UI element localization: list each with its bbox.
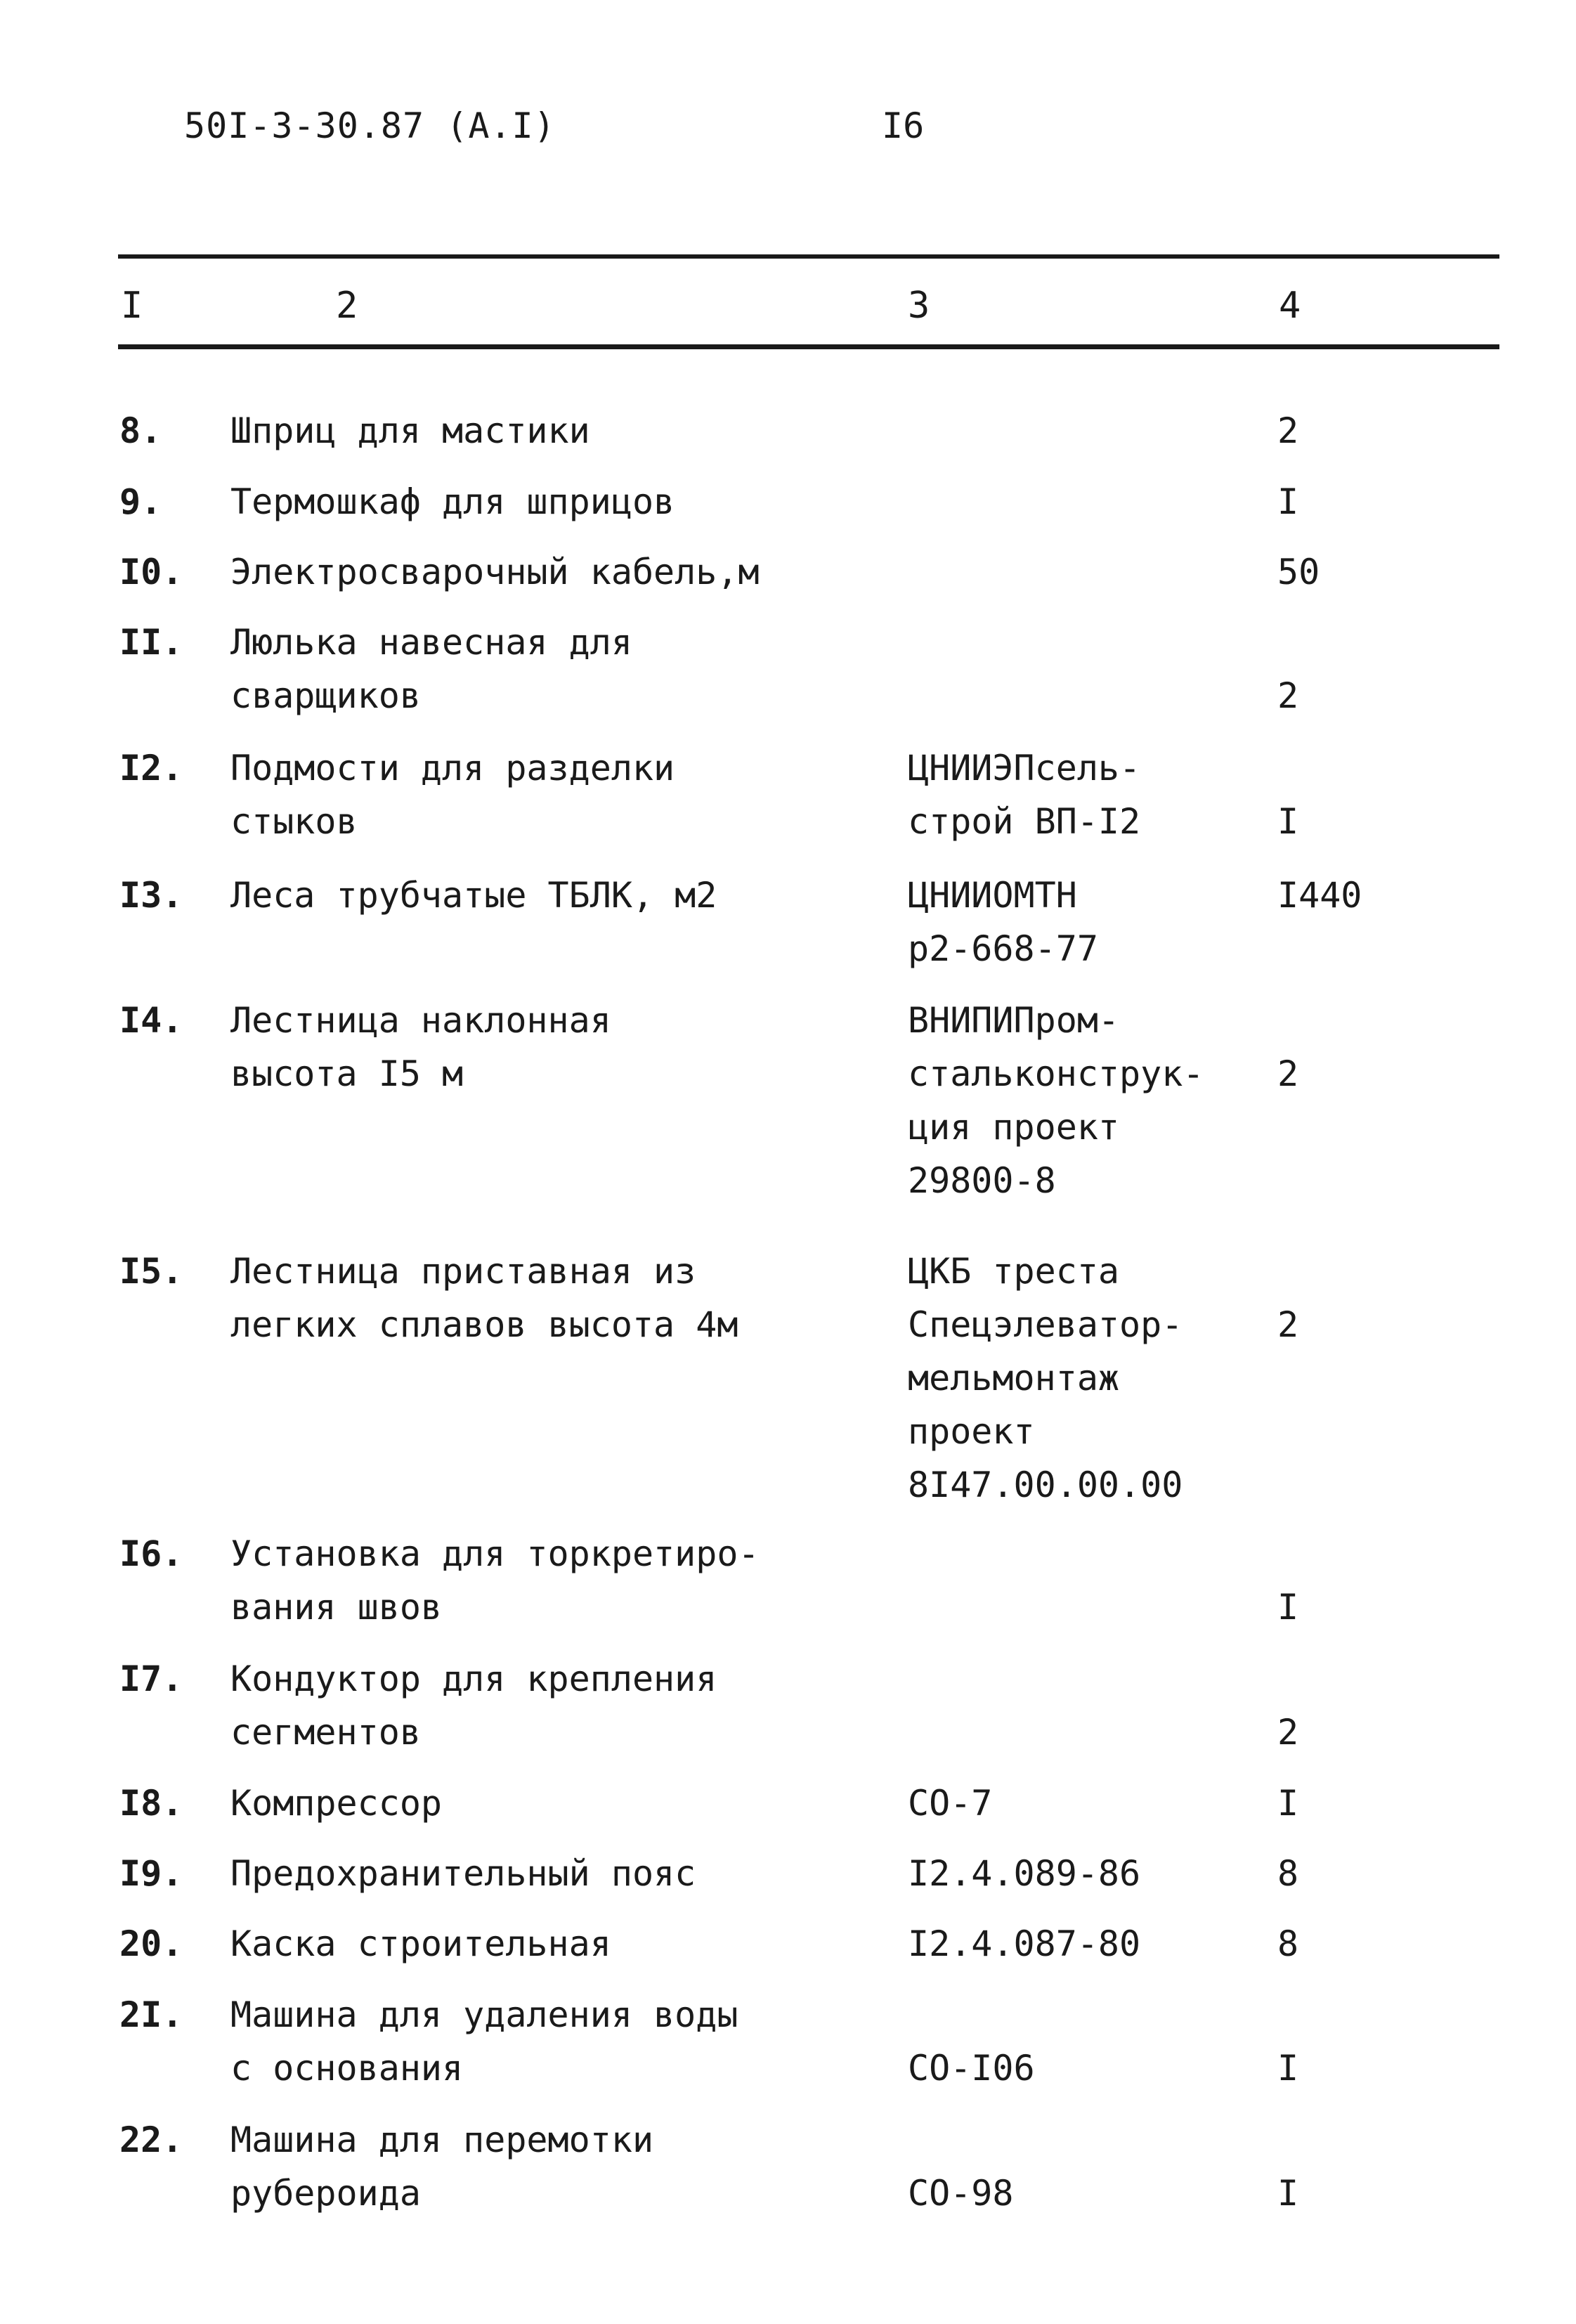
row-number: II. xyxy=(119,622,183,663)
equipment-name-line: сегментов xyxy=(230,1712,421,1753)
row-number: I3. xyxy=(119,875,183,916)
equipment-name-line: Шприц для мастики xyxy=(230,410,590,451)
equipment-name xyxy=(230,994,611,1101)
row-number: 8. xyxy=(119,410,162,451)
equipment-name-line: легких сплавов высота 4м xyxy=(230,1304,738,1345)
reference-line: мельмонтаж xyxy=(908,1358,1120,1398)
column-number-1: I xyxy=(121,285,143,327)
document-code: 50I-3-30.87 (A.I) xyxy=(184,105,556,146)
row-number: I6. xyxy=(119,1533,183,1574)
equipment-name-line: Предохранительный пояс xyxy=(230,1853,696,1894)
quantity: 8 xyxy=(1277,1853,1299,1894)
equipment-name-line: Леса трубчатые ТБЛК, м2 xyxy=(230,875,717,916)
reference-document xyxy=(908,1245,1183,1512)
column-number-4: 4 xyxy=(1279,285,1301,327)
table-top-rule xyxy=(118,254,1499,259)
equipment-name-line: Лестница наклонная xyxy=(230,1000,611,1041)
row-number: 9. xyxy=(119,481,162,522)
quantity: I440 xyxy=(1277,875,1362,916)
quantity: 8 xyxy=(1277,1923,1299,1964)
equipment-name xyxy=(230,545,760,599)
equipment-name xyxy=(230,2113,653,2220)
equipment-name-line: Машина для перемотки xyxy=(230,2119,654,2160)
quantity: 2 xyxy=(1277,1304,1299,1345)
page-number: I6 xyxy=(882,105,925,146)
equipment-name xyxy=(230,1527,760,1634)
equipment-name-line: высота I5 м xyxy=(230,1053,464,1094)
quantity: 2 xyxy=(1277,1053,1299,1094)
equipment-name-line: вания швов xyxy=(230,1587,443,1628)
equipment-name xyxy=(230,1917,611,1971)
equipment-name xyxy=(230,1847,696,1900)
equipment-name xyxy=(230,741,675,848)
quantity: I xyxy=(1277,801,1299,842)
spacer xyxy=(908,1988,1035,2041)
row-number: 20. xyxy=(119,1923,183,1964)
spacer xyxy=(908,2113,1014,2167)
quantity: 50 xyxy=(1277,552,1320,592)
quantity: 2 xyxy=(1277,1712,1299,1753)
column-number-2: 2 xyxy=(336,285,358,327)
row-number: 22. xyxy=(119,2119,183,2160)
reference-line: 8I47.00.00.00 xyxy=(908,1465,1183,1505)
quantity: I xyxy=(1277,2048,1299,2089)
equipment-name-line: стыков xyxy=(230,801,358,842)
reference-document xyxy=(908,994,1204,1207)
reference-line: проект xyxy=(908,1411,1035,1452)
equipment-name-line: Установка для торкретиро- xyxy=(230,1533,760,1574)
equipment-name-line: сварщиков xyxy=(230,675,421,716)
reference-line: p2-668-77 xyxy=(908,928,1098,969)
equipment-name-line: Лестница приставная из xyxy=(230,1251,696,1292)
equipment-name-line: Машина для удаления воды xyxy=(230,1994,738,2035)
column-number-3: 3 xyxy=(908,285,930,327)
equipment-name-line: Электросварочный кабель,м xyxy=(230,552,760,592)
row-number: I4. xyxy=(119,1000,183,1041)
table-header-rule xyxy=(118,344,1499,349)
quantity: I xyxy=(1277,1783,1299,1824)
reference-line: СО-7 xyxy=(908,1783,993,1824)
reference-document xyxy=(908,869,1098,975)
row-number: 2I. xyxy=(119,1994,183,2035)
equipment-name-line: Люлька навесная для xyxy=(230,622,632,663)
equipment-name xyxy=(230,616,632,722)
row-number: I8. xyxy=(119,1783,183,1824)
quantity: 2 xyxy=(1277,410,1299,451)
row-number: I2. xyxy=(119,748,183,788)
reference-line: ция проект xyxy=(908,1107,1120,1148)
reference-line: ВНИПИПром- xyxy=(908,1000,1120,1041)
equipment-name xyxy=(230,1777,442,1830)
reference-line: СО-98 xyxy=(908,2173,1014,2214)
reference-document xyxy=(908,741,1140,848)
reference-document xyxy=(908,2113,1014,2220)
equipment-name xyxy=(230,1652,717,1759)
reference-document xyxy=(908,1777,992,1830)
reference-line: I2.4.087-80 xyxy=(908,1923,1141,1964)
reference-line: Спецэлеватор- xyxy=(908,1304,1183,1345)
reference-line: строй ВП-I2 xyxy=(908,801,1141,842)
reference-line: стальконструк- xyxy=(908,1053,1204,1094)
reference-line: 29800-8 xyxy=(908,1160,1056,1201)
reference-line: ЦНИИОМТН xyxy=(908,875,1077,916)
reference-line: ЦКБ треста xyxy=(908,1251,1120,1292)
reference-line: ЦНИИЭПсель- xyxy=(908,748,1141,788)
equipment-name xyxy=(230,404,590,457)
reference-document xyxy=(908,1847,1140,1900)
equipment-name-line: Компрессор xyxy=(230,1783,443,1824)
equipment-name-line: Подмости для разделки xyxy=(230,748,675,788)
equipment-name xyxy=(230,869,717,922)
quantity: I xyxy=(1277,2173,1299,2214)
equipment-name-line: Термошкаф для шприцов xyxy=(230,481,675,522)
quantity: I xyxy=(1277,1587,1299,1628)
equipment-name xyxy=(230,1988,738,2095)
row-number: I5. xyxy=(119,1251,183,1292)
reference-document xyxy=(908,1917,1140,1971)
equipment-name-line: Каска строительная xyxy=(230,1923,611,1964)
reference-line: I2.4.089-86 xyxy=(908,1853,1141,1894)
quantity: 2 xyxy=(1277,675,1299,716)
row-number: I7. xyxy=(119,1658,183,1699)
quantity: I xyxy=(1277,481,1299,522)
row-number: I9. xyxy=(119,1853,183,1894)
reference-document xyxy=(908,1988,1035,2095)
equipment-name-line: Кондуктор для крепления xyxy=(230,1658,717,1699)
row-number: I0. xyxy=(119,552,183,592)
equipment-name-line: с основания xyxy=(230,2048,464,2089)
reference-line: СО-I06 xyxy=(908,2048,1035,2089)
equipment-name xyxy=(230,1245,738,1351)
equipment-name-line: рубероида xyxy=(230,2173,421,2214)
equipment-name xyxy=(230,475,675,528)
